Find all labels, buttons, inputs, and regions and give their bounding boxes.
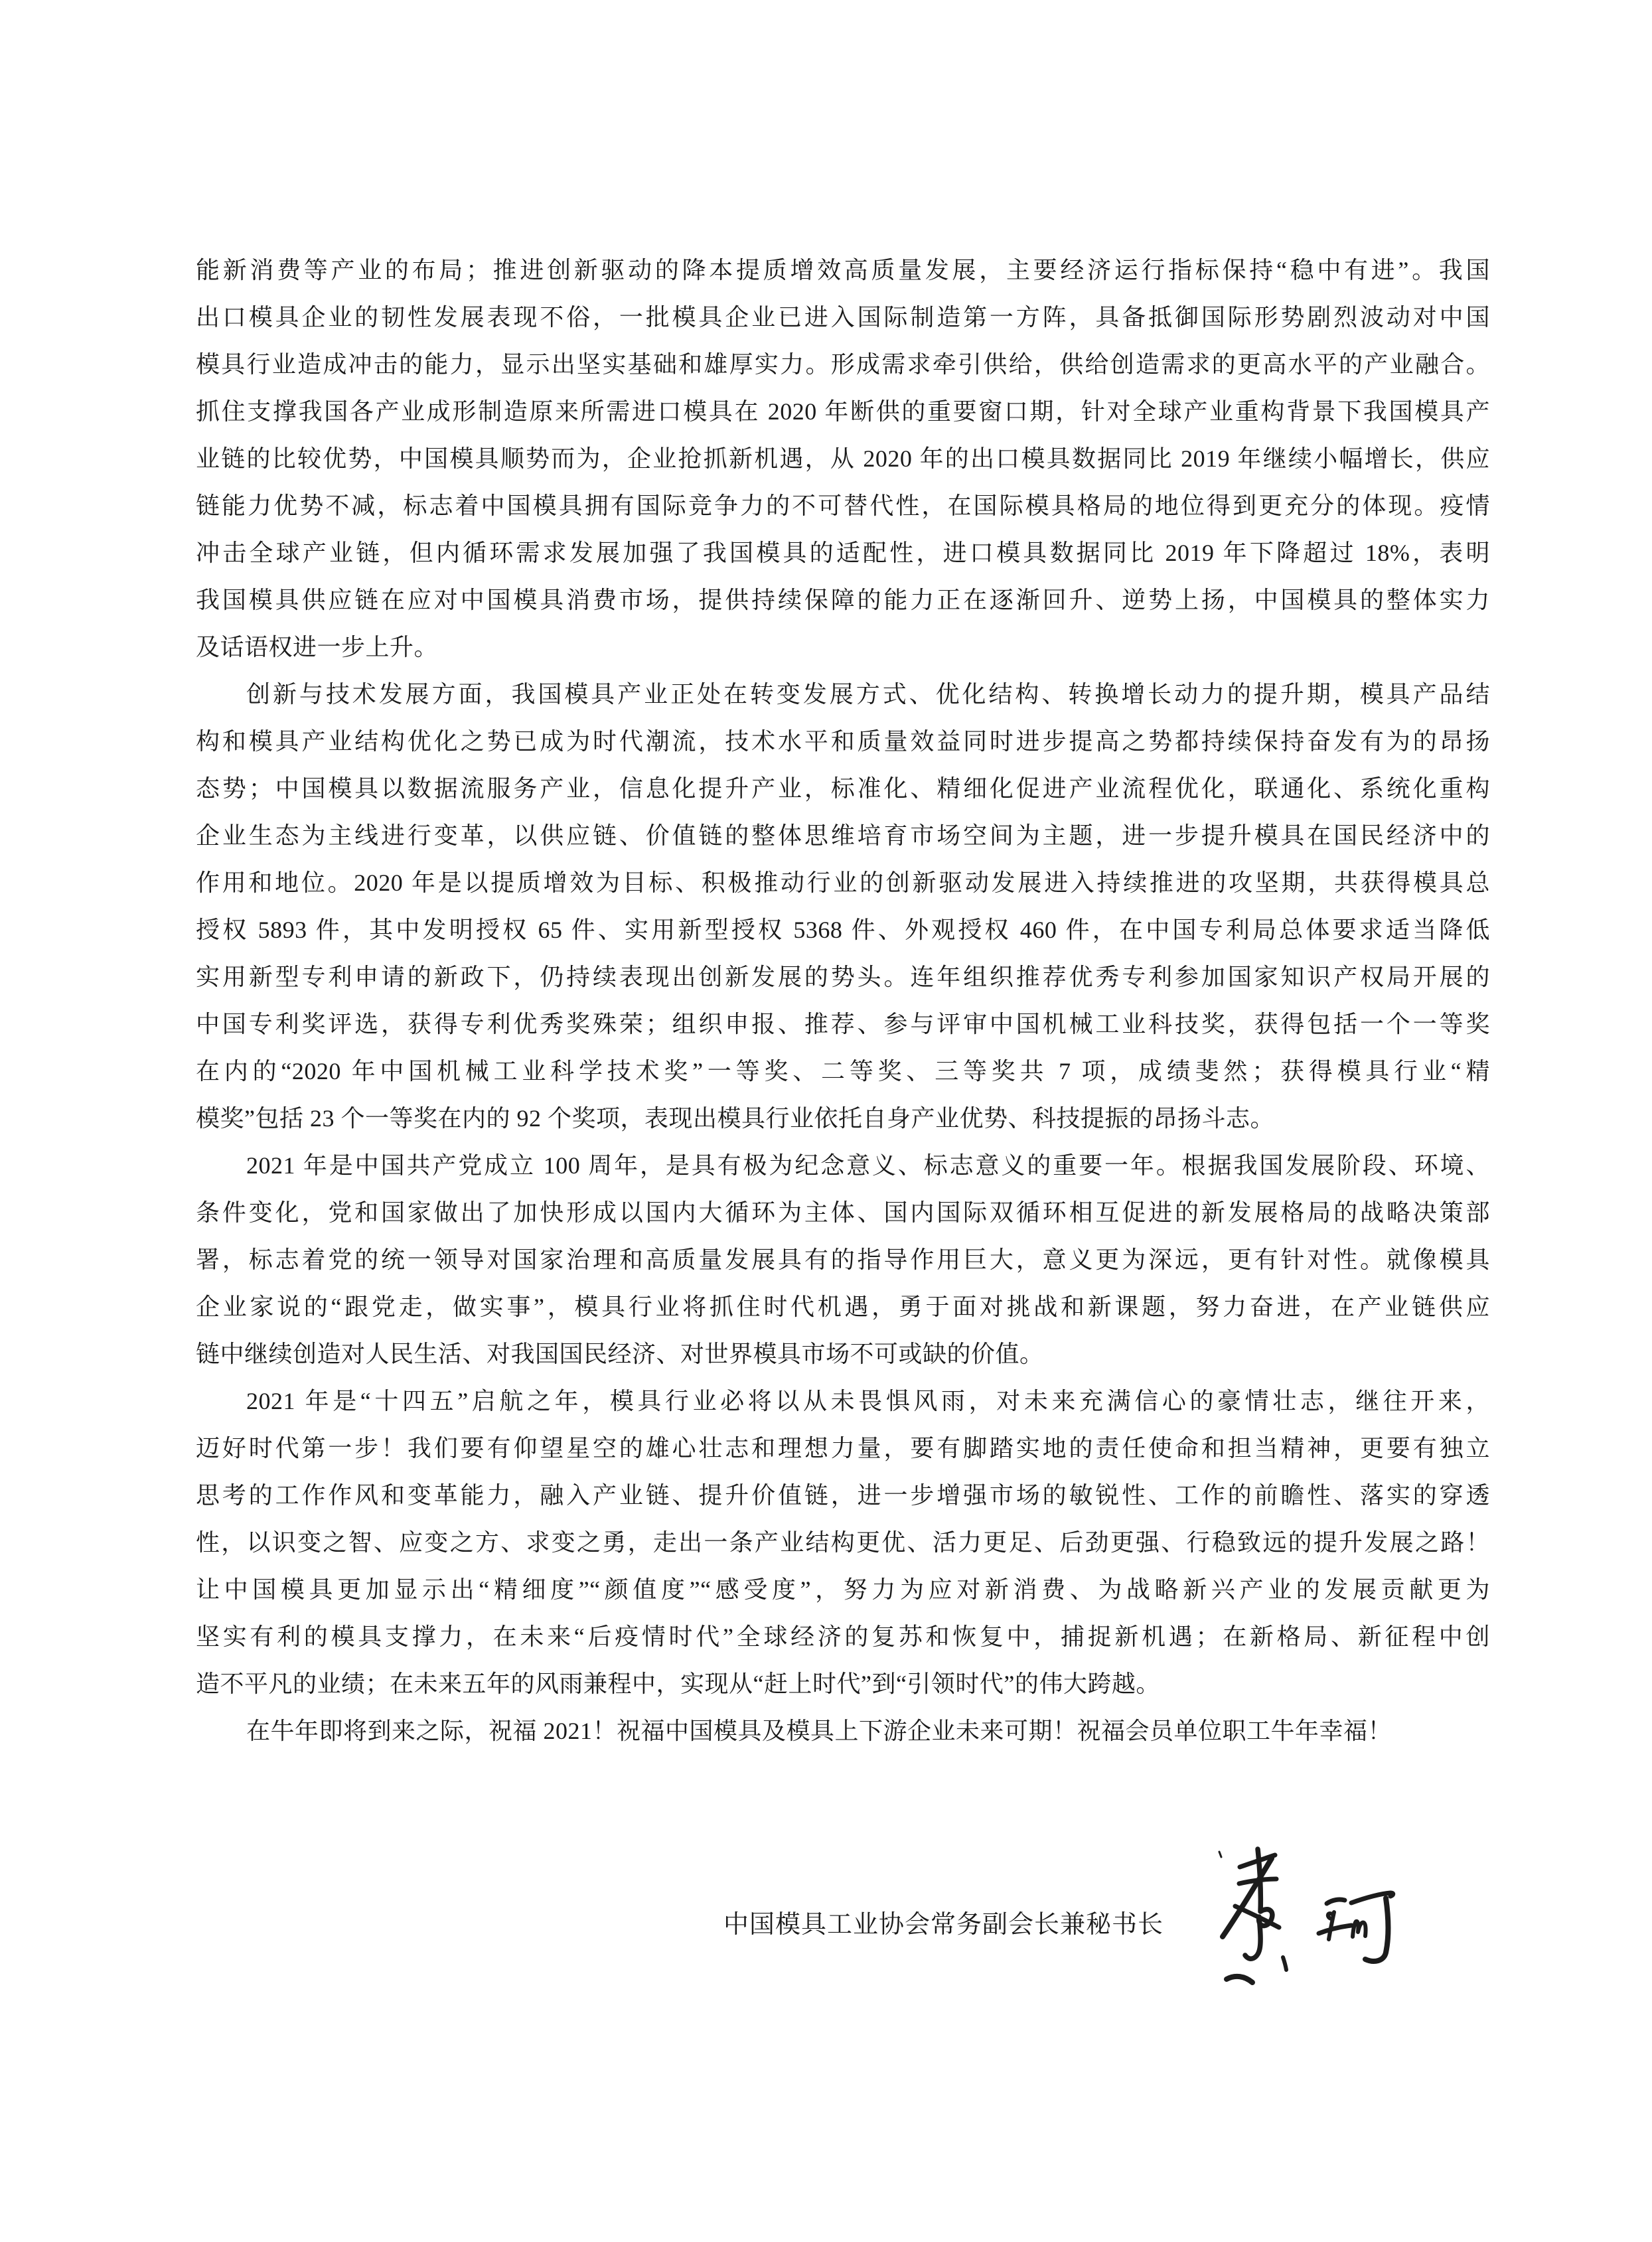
text-line: 2021 年是中国共产党成立 100 周年，是具有极为纪念意义、标志意义的重要一年。根据我国发展阶段、环境、 (246, 1152, 1490, 1179)
paragraph (196, 1708, 1490, 1755)
text-line: 构和模具产业结构优化之势已成为时代潮流，技术水平和质量效益同时进步提高之势都持续保持奋发有为的昂扬 (196, 728, 1490, 755)
text-line: 造不平凡的业绩；在未来五年的风雨兼程中，实现从“赶上时代”到“引领时代”的伟大跨越。 (196, 1671, 1160, 1697)
text-line: 在牛年即将到来之际，祝福 2021！祝福中国模具及模具上下游企业未来可期！祝福会员单位职工牛年幸福！ (246, 1718, 1392, 1744)
text-line: 链中继续创造对人民生活、对我国国民经济、对世界模具市场不可或缺的价值。 (196, 1341, 1044, 1367)
text-line: 2021 年是“十四五”启航之年，模具行业必将以从未畏惧风雨，对未来充满信心的豪情壮志，继往开来， (246, 1388, 1490, 1414)
text-line: 冲击全球产业链，但内循环需求发展加强了我国模具的适配性，进口模具数据同比 2019 年下降超过 18%，表明 (196, 540, 1490, 566)
text-line: 创新与技术发展方面，我国模具产业正处在转变发展方式、优化结构、转换增长动力的提升期，模具产品结 (246, 681, 1490, 708)
paragraph (196, 1378, 1490, 1708)
text-line: 授权 5893 件，其中发明授权 65 件、实用新型授权 5368 件、外观授权 460 件，在中国专利局总体要求适当降低 (196, 917, 1490, 943)
text-line: 出口模具企业的韧性发展表现不俗，一批模具企业已进入国际制造第一方阵，具备抵御国际形势剧烈波动对中国 (196, 304, 1490, 331)
paragraph (196, 247, 1490, 671)
text-line: 我国模具供应链在应对中国模具消费市场，提供持续保障的能力正在逐渐回升、逆势上扬，中国模具的整体实力 (196, 587, 1490, 613)
text-line: 业链的比较优势，中国模具顺势而为，企业抢抓新机遇，从 2020 年的出口模具数据同比 2019 年继续小幅增长，供应 (196, 445, 1490, 472)
text-line: 在内的“2020 年中国机械工业科学技术奖”一等奖、二等奖、三等奖共 7 项，成绩斐然；获得模具行业“精 (196, 1058, 1490, 1084)
text-line: 企业家说的“跟党走，做实事”，模具行业将抓住时代机遇，勇于面对挑战和新课题，努力奋进，在产业链供应 (196, 1294, 1490, 1320)
text-line: 态势；中国模具以数据流服务产业，信息化提升产业，标准化、精细化促进产业流程优化，联通化、系统化重构 (196, 775, 1490, 802)
text-line: 思考的工作作风和变革能力，融入产业链、提升价值链，进一步增强市场的敏锐性、工作的前瞻性、落实的穿透 (196, 1482, 1490, 1509)
paragraph (196, 1142, 1490, 1378)
text-line: 迈好时代第一步！我们要有仰望星空的雄心壮志和理想力量，要有脚踏实地的责任使命和担当精神，更要有独立 (196, 1435, 1490, 1461)
text-line: 实用新型专利申请的新政下，仍持续表现出创新发展的势头。连年组织推荐优秀专利参加国家知识产权局开展的 (196, 964, 1490, 990)
paragraph (196, 671, 1490, 1142)
text-line: 及话语权进一步上升。 (196, 634, 439, 660)
text-line: 让中国模具更加显示出“精细度”“颜值度”“感受度”，努力为应对新消费、为战略新兴产业的发展贡献更为 (196, 1576, 1490, 1603)
text-line: 企业生态为主线进行变革，以供应链、价值链的整体思维培育市场空间为主题，进一步提升模具在国民经济中的 (196, 822, 1490, 849)
text-line: 条件变化，党和国家做出了加快形成以国内大循环为主体、国内国际双循环相互促进的新发展格局的战略决策部 (196, 1199, 1490, 1226)
text-line: 坚实有利的模具支撑力，在未来“后疫情时代”全球经济的复苏和恢复中，捕捉新机遇；在新格局、新征程中创 (196, 1623, 1490, 1650)
signature-title: 中国模具工业协会常务副会长兼秘书长 (723, 1911, 1164, 1939)
text-line: 中国专利奖评选，获得专利优秀奖殊荣；组织申报、推荐、参与评审中国机械工业科技奖，获得包括一个一等奖 (196, 1011, 1490, 1037)
text-line: 链能力优势不减，标志着中国模具拥有国际竞争力的不可替代性，在国际模具格局的地位得到更充分的体现。疫情 (196, 492, 1490, 519)
signature-handwriting-icon (1181, 1805, 1460, 2004)
text-line: 能新消费等产业的布局；推进创新驱动的降本提质增效高质量发展，主要经济运行指标保持“稳中有进”。我国 (196, 257, 1490, 283)
text-line: 抓住支撑我国各产业成形制造原来所需进口模具在 2020 年断供的重要窗口期，针对全球产业重构背景下我国模具产 (196, 398, 1490, 425)
text-line: 署，标志着党的统一领导对国家治理和高质量发展具有的指导作用巨大，意义更为深远，更有针对性。就像模具 (196, 1246, 1490, 1273)
text-line: 作用和地位。2020 年是以提质增效为目标、积极推动行业的创新驱动发展进入持续推进的攻坚期，共获得模具总 (196, 869, 1490, 896)
text-line: 模具行业造成冲击的能力，显示出坚实基础和雄厚实力。形成需求牵引供给，供给创造需求的更高水平的产业融合。 (196, 351, 1490, 378)
body-text (196, 247, 1490, 1755)
text-line: 性，以识变之智、应变之方、求变之勇，走出一条产业结构更优、活力更足、后劲更强、行稳致远的提升发展之路！ (196, 1529, 1490, 1556)
text-line: 模奖”包括 23 个一等奖在内的 92 个奖项，表现出模具行业依托自身产业优势、科技提振的昂扬斗志。 (196, 1105, 1274, 1132)
